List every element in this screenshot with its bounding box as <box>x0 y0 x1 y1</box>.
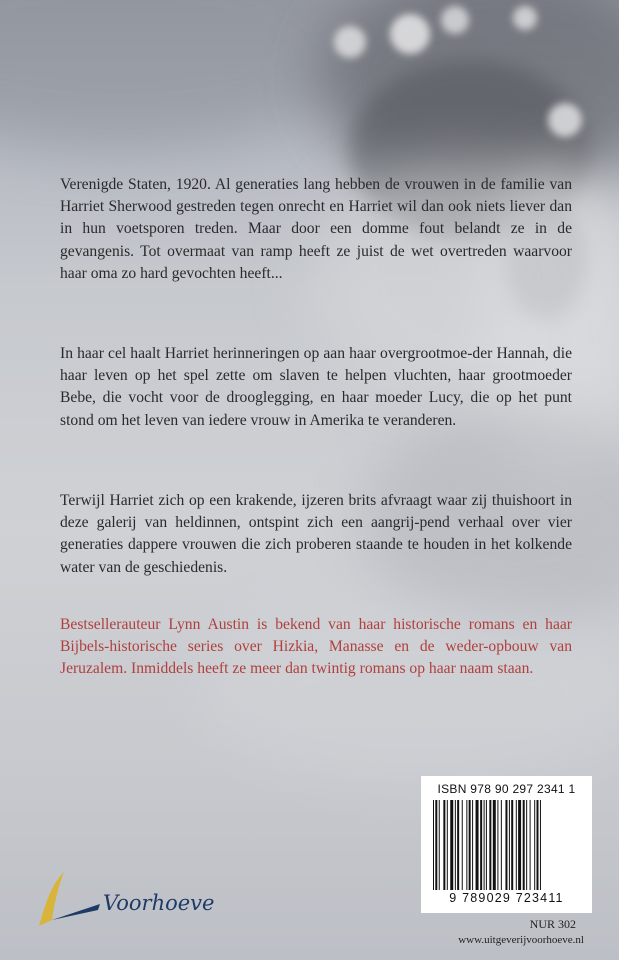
barcode-bar <box>480 800 482 890</box>
barcode-bar <box>450 800 453 890</box>
barcode-bar <box>476 800 479 890</box>
barcode-box <box>421 776 592 913</box>
barcode-bar <box>457 800 459 890</box>
blurb-paragraph-1: Verenigde Staten, 1920. Al generaties lang hebben de vrouwen in de familie van Harriet Sherwood gestreden tegen onrecht en Harriet wil dan ook niets liever dan in hun voetsporen treden. Maar door een domme fout belandt ze in de gevangenis. Tot overmaat van ramp heeft ze juist de wet overtreden waarvoor haar oma zo hard gevochten heeft... <box>60 176 572 282</box>
publisher-website: www.uitgeverijvoorhoeve.nl <box>458 934 584 946</box>
blurb-paragraph-3: Terwijl Harriet zich op een krakende, ijzeren brits afvraagt waar zij thuishoort in deze galerij van heldinnen, ontspint zich een aangrij-pend verhaal over vier generaties dappere vrouwen die zich proberen staande te houden in het kolkende water van de geschiedenis. <box>60 492 572 576</box>
barcode-bar <box>537 800 539 890</box>
barcode-bar <box>511 800 513 890</box>
barcode-bar <box>526 800 527 890</box>
barcode-bar <box>493 800 496 890</box>
nur-code: NUR 302 <box>529 917 576 931</box>
barcode-bar <box>435 800 437 890</box>
barcode-bar <box>439 800 440 890</box>
barcode-bar <box>530 800 531 890</box>
barcode-bars <box>433 800 580 890</box>
barcode-bar <box>443 800 445 890</box>
author-note: Bestsellerauteur Lynn Austin is bekend van haar historische romans en haar Bijbels-historische series over Hizkia, Manasse en de weder-opbouw van Jeruzalem. Inmiddels heeft ze meer dan twintig romans op haar naam staan. <box>60 616 572 678</box>
barcode-bar <box>509 800 510 890</box>
barcode-bar <box>523 800 525 890</box>
ean-digits: 9 789029 723411 <box>449 891 564 905</box>
barcode-bar <box>516 800 517 890</box>
barcode-bar <box>534 800 535 890</box>
barcode-bar <box>484 800 485 890</box>
barcode-bar <box>469 800 471 890</box>
barcode-bar <box>462 800 463 890</box>
barcode-bar <box>489 800 491 890</box>
barcode-bar <box>472 800 473 890</box>
barcode-bar <box>518 800 521 890</box>
barcode-bar <box>540 800 541 890</box>
barcode-bar <box>497 800 498 890</box>
barcode-bar <box>505 800 507 890</box>
barcode-bar <box>486 800 487 890</box>
isbn-label: ISBN 978 90 297 2341 1 <box>437 782 576 796</box>
barcode-bar <box>447 800 448 890</box>
blurb-paragraph-2: In haar cel haalt Harriet herinneringen op aan haar overgrootmoe-der Hannah, die haar leven op het spel zette om slaven te helpen vluchten, haar grootmoeder Bebe, die vocht voor de drooglegging, en haar moeder Lucy, die op het punt stond om het leven van iedere vrouw in Amerika te veranderen. <box>60 345 572 429</box>
publisher-name: Voorhoeve <box>103 891 215 915</box>
publisher-logo-icon <box>36 866 102 930</box>
barcode-bar <box>466 800 467 890</box>
barcode-bar <box>501 800 502 890</box>
barcode-bar <box>455 800 456 890</box>
barcode-bar <box>433 800 434 890</box>
